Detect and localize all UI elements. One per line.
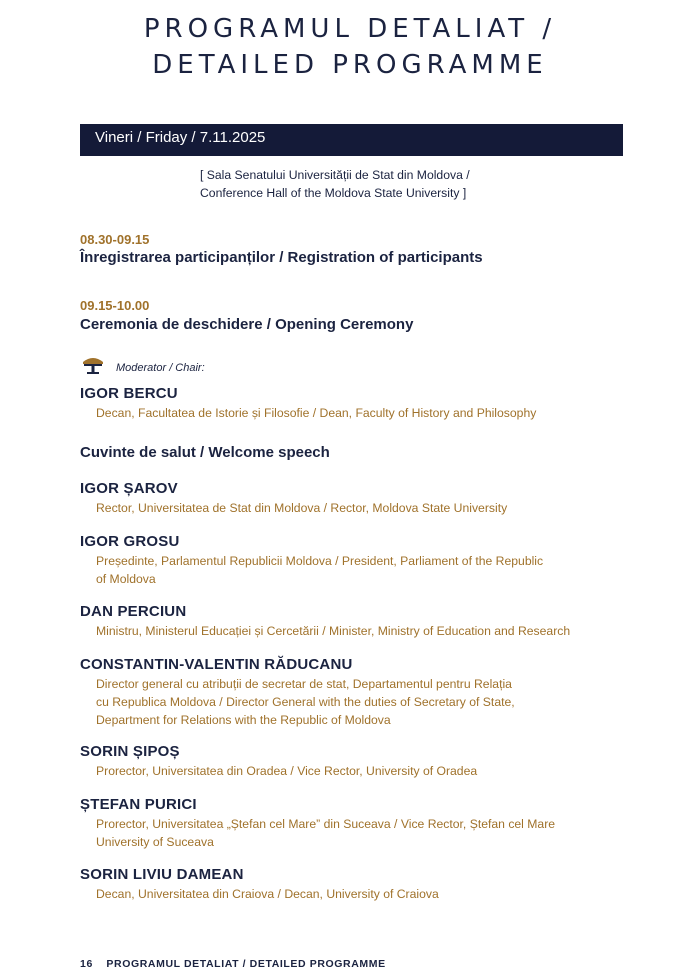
speaker-role: [96, 622, 636, 640]
day-band: Vineri / Friday / 7.11.2025: [80, 124, 623, 156]
speaker-role-line: University of Suceava: [96, 835, 214, 849]
speaker-role-line: Department for Relations with the Republic of Moldova: [96, 713, 391, 727]
moderator-label: Moderator / Chair:: [116, 362, 205, 374]
page-title-line-1: PROGRAMUL DETALIAT /: [143, 14, 557, 44]
moderator-name: IGOR BERCU: [80, 385, 178, 402]
speaker-role-line: Prorector, Universitatea din Oradea / Vice Rector, University of Oradea: [96, 764, 478, 778]
speaker-name: SORIN ȘIPOȘ: [80, 743, 180, 760]
speaker-name: DAN PERCIUN: [80, 603, 187, 620]
speaker-name: SORIN LIVIU DAMEAN: [80, 866, 244, 883]
session-title: Ceremonia de deschidere / Opening Ceremony: [80, 316, 414, 333]
speaker-role-line: Prorector, Universitatea „Ștefan cel Mare” din Suceava / Vice Rector, Ștefan cel Mare: [96, 817, 556, 831]
speaker-role: [96, 675, 636, 729]
speaker-name: ȘTEFAN PURICI: [80, 796, 197, 813]
footer-text: PROGRAMUL DETALIAT / DETAILED PROGRAMME: [106, 958, 386, 970]
speaker-role: [96, 815, 636, 851]
speaker-role: [96, 499, 636, 517]
page-footer: [80, 958, 386, 970]
speaker-role-line: Rector, Universitatea de Stat din Moldova / Rector, Moldova State University: [96, 501, 508, 515]
page-title-line-2: DETAILED PROGRAMME: [152, 50, 548, 80]
session-time: 09.15-10.00: [80, 298, 150, 313]
speaker-role-line: of Moldova: [96, 572, 156, 586]
venue: [200, 166, 580, 202]
speaker-role: [96, 762, 636, 780]
session-title: Înregistrarea participanților / Registration of participants: [80, 249, 483, 266]
speaker-role-line: Director general cu atribuții de secretar de stat, Departamentul pentru Relația: [96, 677, 512, 691]
speaker-role-line: Decan, Universitatea din Craiova / Decan, University of Craiova: [96, 887, 439, 901]
speaker-role: [96, 552, 636, 588]
page-number: 16: [80, 958, 93, 970]
venue-line: Conference Hall of the Moldova State University ]: [200, 186, 467, 200]
speaker-name: IGOR GROSU: [80, 533, 180, 550]
speaker-role-line: cu Republica Moldova / Director General with the duties of Secretary of State,: [96, 695, 515, 709]
lectern-icon: [81, 353, 105, 375]
session-time: 08.30-09.15: [80, 232, 150, 247]
speaker-role-line: Președinte, Parlamentul Republicii Moldova / President, Parliament of the Republic: [96, 554, 544, 568]
speaker-role: [96, 885, 636, 903]
moderator-role: Decan, Facultatea de Istorie și Filosofie / Dean, Faculty of History and Philosophy: [96, 406, 537, 420]
speaker-name: IGOR ȘAROV: [80, 480, 178, 497]
welcome-heading: Cuvinte de salut / Welcome speech: [80, 444, 330, 461]
venue-line: [ Sala Senatului Universității de Stat din Moldova /: [200, 168, 470, 182]
speaker-name: CONSTANTIN-VALENTIN RĂDUCANU: [80, 656, 353, 673]
speaker-role-line: Ministru, Ministerul Educației și Cercetării / Minister, Ministry of Education and Research: [96, 624, 571, 638]
